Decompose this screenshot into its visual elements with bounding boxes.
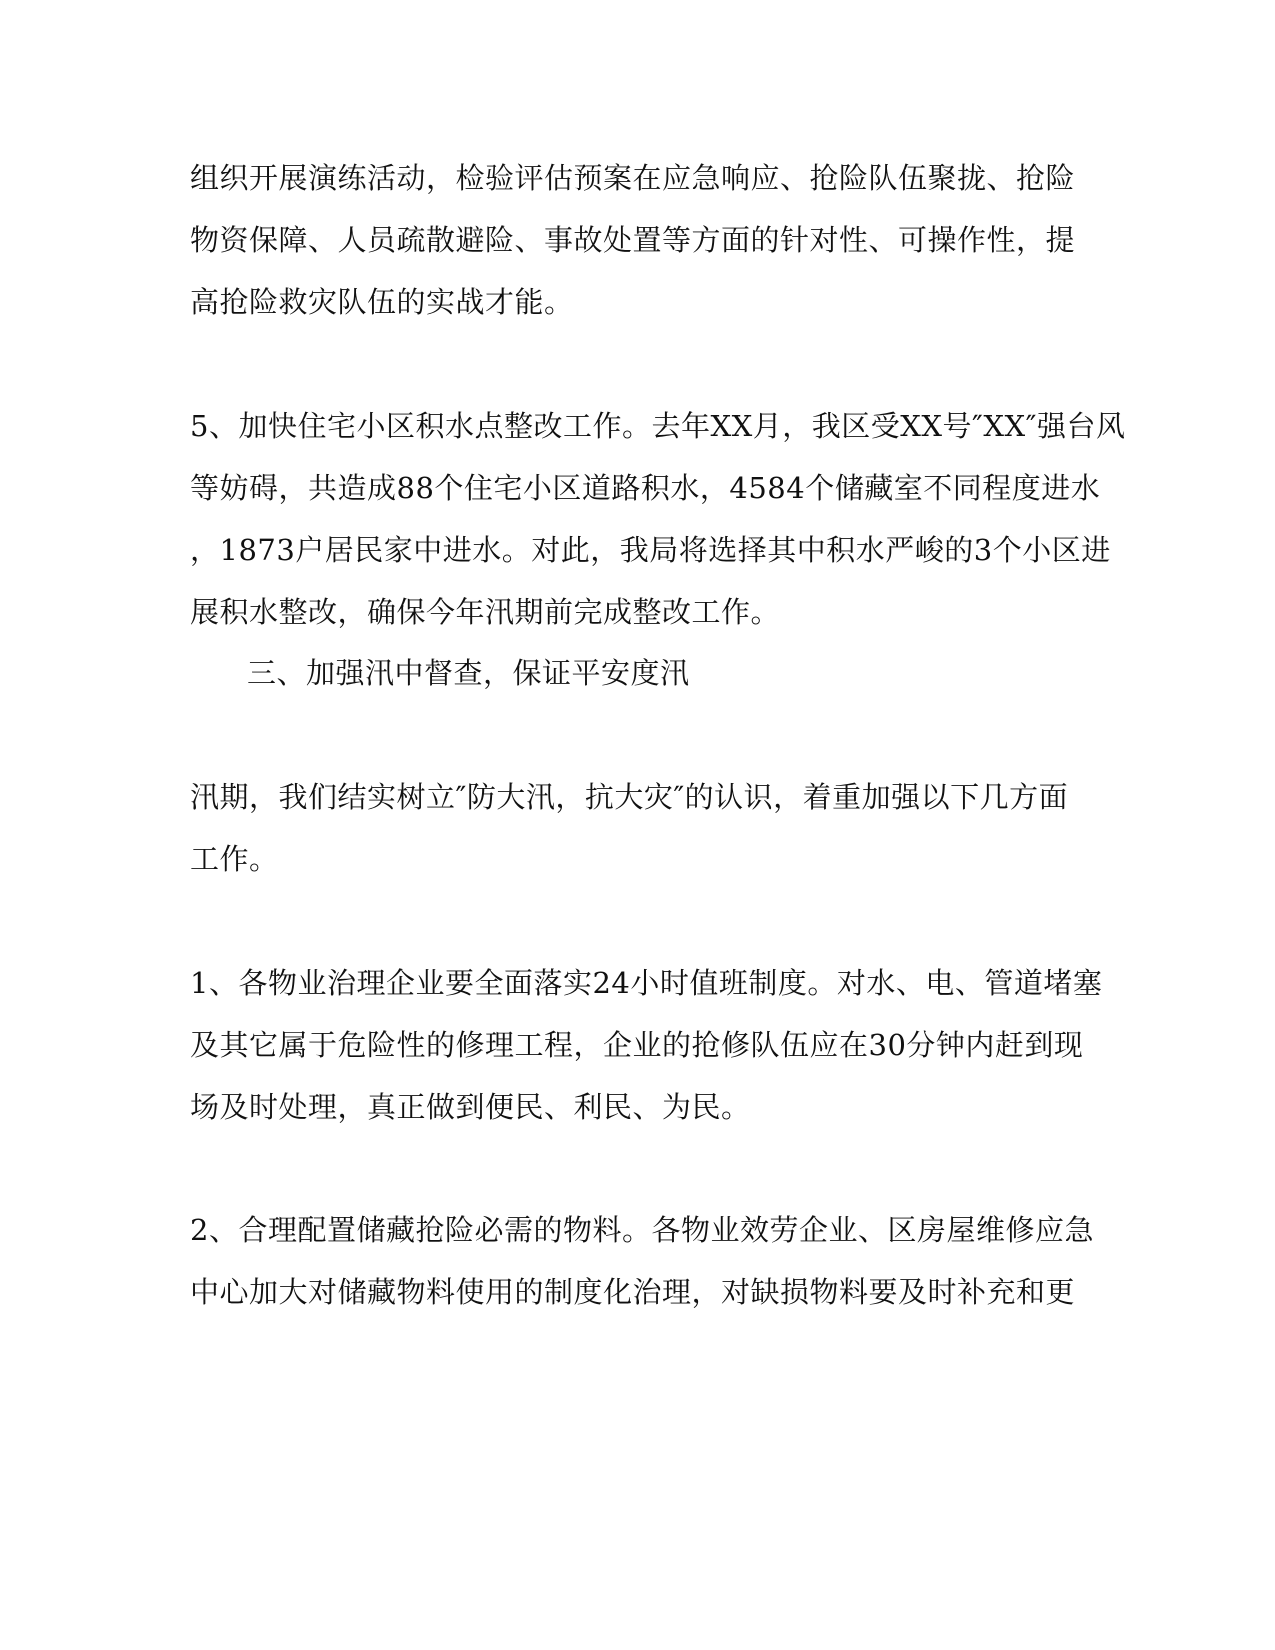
paragraph-line: 5、加快住宅小区积水点整改工作。去年XX月，我区受XX号″XX″强台风 — [190, 409, 1126, 443]
paragraph-line: 2、合理配置储藏抢险必需的物料。各物业效劳企业、区房屋维修应急 — [190, 1213, 1094, 1247]
paragraph-line: 展积水整改，确保今年汛期前完成整改工作。 — [190, 595, 781, 629]
paragraph-line: 及其它属于危险性的修理工程，企业的抢修队伍应在30分钟内赶到现 — [190, 1028, 1084, 1062]
section-heading: 三、加强汛中督查，保证平安度汛 — [247, 656, 690, 690]
paragraph-line: 物资保障、人员疏散避险、事故处置等方面的针对性、可操作性，提 — [190, 223, 1076, 257]
paragraph-line: 中心加大对储藏物料使用的制度化治理，对缺损物料要及时补充和更 — [190, 1275, 1076, 1309]
paragraph-line: 工作。 — [190, 842, 279, 876]
paragraph-line: 场及时处理，真正做到便民、利民、为民。 — [190, 1090, 751, 1124]
paragraph-line: 高抢险救灾队伍的实战才能。 — [190, 285, 574, 319]
paragraph-line: 汛期，我们结实树立″防大汛，抗大灾″的认识，着重加强以下几方面 — [190, 780, 1069, 814]
paragraph-line: 1、各物业治理企业要全面落实24小时值班制度。对水、电、管道堵塞 — [190, 966, 1103, 1000]
paragraph-line: 组织开展演练活动，检验评估预案在应急响应、抢险队伍聚拢、抢险 — [190, 161, 1076, 195]
paragraph-line: 等妨碍，共造成88个住宅小区道路积水，4584个储藏室不同程度进水 — [190, 471, 1101, 505]
paragraph-line: ，1873户居民家中进水。对此，我局将选择其中积水严峻的3个小区进 — [190, 533, 1111, 567]
